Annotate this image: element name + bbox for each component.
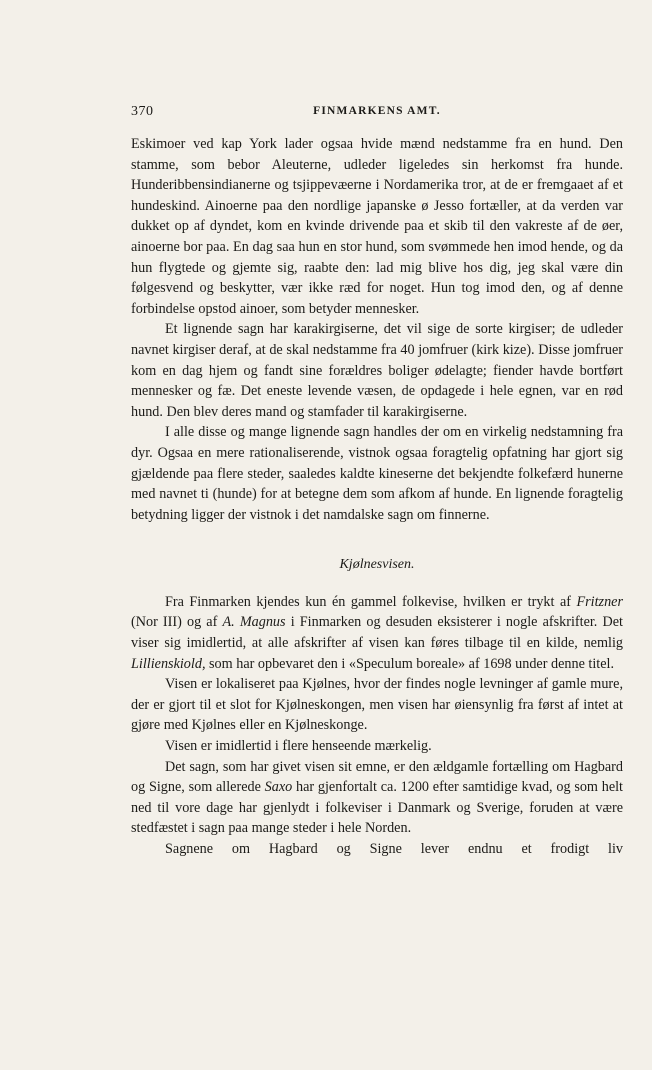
paragraph-6: Visen er imidlertid i flere henseende mærkelig.: [165, 738, 432, 755]
page-header: [131, 104, 623, 124]
running-head: FINMARKENS AMT.: [313, 105, 441, 117]
paragraph-3: I alle disse og mange lignende sagn handles der om en virkelig nedstamning fra dyr. Ogsaa en mere rationaliserende, vistnok ogsaa foragtelig opfatning har gjort sig gjældende paa flere steder, saaledes kaldte kineserne det bekjendte folkefærd hunerne med navnet ti (hunde) for at betegne dem som afkom af hunde. En lignende foragtelig betydning ligger der vistnok i det namdalske sagn om finnerne.: [131, 424, 623, 523]
text-run: i Finmarken og desuden eksisterer i nogle afskrifter. Det viser sig imidlertid, at alle afskrifter af visen kan føres tilbage til en kilde, nemlig: [131, 614, 623, 652]
text-run: Fra Finmarken kjendes kun én gammel folkevise, hvilken er trykt af: [165, 593, 577, 610]
author-name-saxo: Saxo: [264, 779, 293, 796]
section-kjolnesvisen: [131, 592, 623, 860]
author-name-fritzner: Fritzner: [576, 593, 623, 610]
paragraph-4: [131, 592, 623, 674]
body-text: [131, 134, 623, 860]
text-run: (Nor III) og af: [131, 614, 223, 631]
paragraph-8: Sagnene om Hagbard og Signe lever endnu et frodigt liv: [165, 841, 623, 857]
text-run: Det sagn, som har givet visen sit emne, er den ældgamle fortælling om Hagbard og Signe, som allerede: [131, 758, 623, 796]
text-run: som har opbevaret den i «Speculum boreale» af 1698 under denne titel.: [205, 655, 615, 672]
author-name-magnus: A. Magnus: [222, 614, 286, 631]
paragraph-7: [131, 757, 623, 839]
section-title: Kjølnesvisen.: [339, 557, 415, 573]
author-name-lillienskiold: Lillienskiold,: [131, 655, 206, 672]
text-run: har gjenfortalt ca. 1200 efter samtidige kvad, og som helt ned til vore dage har gjenlydt i folkeviser i Danmark og Sverige, foruden at være stedfæstet i sagn paa mange steder i hele Norden.: [131, 779, 624, 837]
paragraph-1: Eskimoer ved kap York lader ogsaa hvide mænd nedstamme fra en hund. Den stamme, som bebor Aleuterne, udleder ligeledes sin herkomst fra hunde. Hunderibbensindianerne og tsjippevæerne i Nordamerika tror, at de er fremgaaet af et hundeskind. Ainoerne paa den nordlige japanske ø Jesso fortæller, at da verden var dukket op af dyndet, kom en kvinde drivende paa et skib til den vakreste af de øer, ainoerne bor paa. En dag saa hun en stor hund, som svømmede hen imod hende, og da hun flygtede og gjemte sig, raabte den: lad mig blive hos dig, jeg skal være din følgesvend og beskytter, vær ikke ræd for noget. Hun tog imod den, og af denne forbindelse opstod ainoer, som betyder mennesker.: [131, 136, 623, 317]
page-number: 370: [131, 104, 154, 119]
paragraph-2: Et lignende sagn har karakirgiserne, det vil sige de sorte kirgiser; de udleder navnet kirgiser deraf, at de skal nedstamme fra 40 jomfruer (kirk kize). Disse jomfruer kom en dag hjem og fandt sine forældres boliger ødelagte; fiender havde bortført mennesker og fæ. Det eneste levende væsen, de opdagede i hele egnen, var en rød hund. Den blev deres mand og stamfader til karakirgiserne.: [131, 321, 623, 420]
paragraph-5: Visen er lokaliseret paa Kjølnes, hvor der findes nogle levninger af gamle mure, der er gjort til et slot for Kjølneskongen, men visen har øiensynlig fra først af intet at gjøre med Kjølnes eller en Kjølneskonge.: [131, 676, 623, 734]
